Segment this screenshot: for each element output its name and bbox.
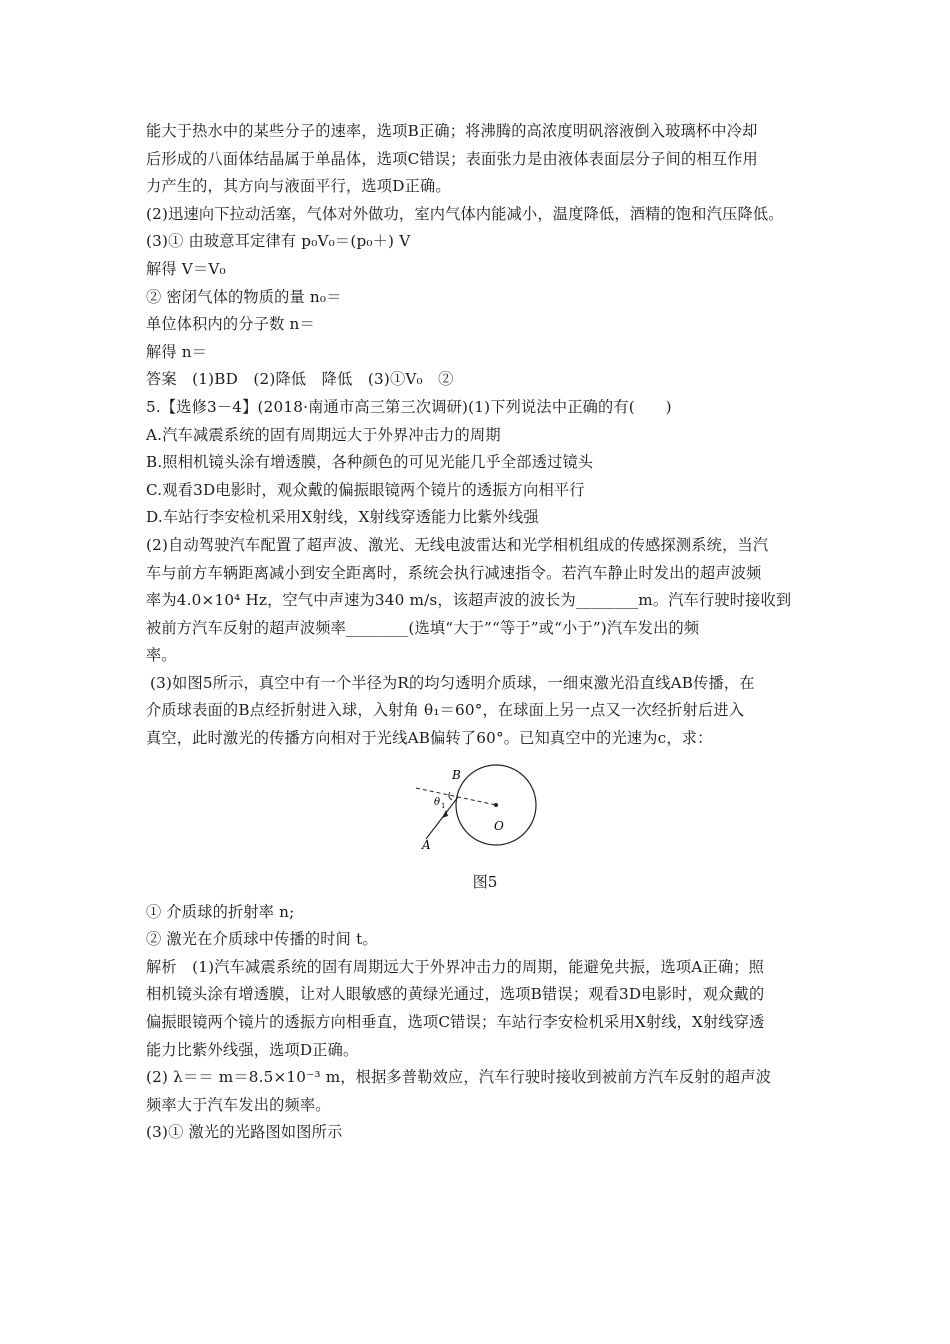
sphere-diagram [416,757,546,867]
caption-text: 图5 [472,872,498,891]
sub-question-2: ② 激光在介质球中传播的时间 t。 [146,930,378,949]
document-page [146,118,814,1147]
solution-line: 解析 (1)汽车减震系统的固有周期远大于外界冲击力的周期，能避免共振，选项A正确；照 [146,957,765,976]
question-title: 5.【选修3－4】(2018·南通市高三第三次调研)(1)下列说法中正确的有( ) [146,397,672,416]
text-line: 解得 n＝ [146,342,208,361]
label-a: A [422,837,431,852]
text-line: 被前方汽车反射的超声波频率________(选填“大于”“等于”或“小于”)汽车发出的频 [146,618,700,637]
solution-line: (3)① 激光的光路图如图所示 [146,1123,343,1142]
text-line: 介质球表面的B点经折射进入球，入射角 θ₁＝60°，在球面上另一点又一次经折射后进入 [146,701,745,720]
text-line: (3)① 由玻意耳定律有 p₀V₀＝(p₀＋) V [146,232,411,251]
text-line: 单位体积内的分子数 n＝ [146,315,315,334]
option-a: A.汽车减震系统的固有周期远大于外界冲击力的周期 [146,425,501,444]
text-line: 能大于热水中的某些分子的速率，选项B正确；将沸腾的高浓度明矾溶液倒入玻璃杯中冷却 [146,122,758,140]
option-b: B.照相机镜头涂有增透膜，各种颜色的可见光能几乎全部透过镜头 [146,453,594,472]
text-line: 后形成的八面体结晶属于单晶体，选项C错误；表面张力是由液体表面层分子间的相互作用 [146,149,758,168]
option-d: D.车站行李安检机采用X射线，X射线穿透能力比紫外线强 [146,508,539,527]
text-line: ② 密闭气体的物质的量 n₀＝ [146,287,342,306]
text-line: 率。 [146,646,177,665]
text-line: 车与前方车辆距离减小到安全距离时，系统会执行减速指令。若汽车静止时发出的超声波频 [146,563,762,582]
figure-caption [146,869,814,899]
text-line: 解得 V＝V₀ [146,259,226,278]
option-c: C.观看3D电影时，观众戴的偏振眼镜两个镜片的透振方向相平行 [146,480,585,499]
figure-5 [146,757,814,869]
label-theta-sub: 1 [441,801,446,810]
label-theta: θ [434,796,441,808]
text-line: 率为4.0×10⁴ Hz，空气中声速为340 m/s，该超声波的波长为________m。汽车行驶时接收到 [146,591,792,610]
text-line: 力产生的，其方向与液面平行，选项D正确。 [146,177,451,196]
text-line: (2)自动驾驶汽车配置了超声波、激光、无线电波雷达和光学相机组成的传感探测系统，当汽 [146,535,769,554]
text-line: (3)如图5所示，真空中有一个半径为R的均匀透明介质球，一细束激光沿直线AB传播，在 [150,673,755,692]
solution-line: 能力比紫外线强，选项D正确。 [146,1040,359,1059]
text-line: 真空，此时激光的传播方向相对于光线AB偏转了60°。已知真空中的光速为c，求： [146,729,713,748]
label-o: O [494,818,504,833]
sub-question-1: ① 介质球的折射率 n; [146,902,295,921]
text-line: (2)迅速向下拉动活塞，气体对外做功，室内气体内能减小，温度降低，酒精的饱和汽压降低。 [146,204,784,223]
solution-line: 频率大于汽车发出的频率。 [146,1095,331,1114]
solution-line: 相机镜头涂有增透膜，让对人眼敏感的黄绿光通过，选项B错误；观看3D电影时，观众戴的 [146,985,765,1004]
label-b: B [452,767,461,782]
solution-line: (2) λ＝＝ m＝8.5×10⁻³ m，根据多普勒效应，汽车行驶时接收到被前方汽车反射的超声波 [146,1068,772,1087]
solution-line: 偏振眼镜两个镜片的透振方向相垂直，选项C错误；车站行李安检机采用X射线，X射线穿透 [146,1013,765,1032]
answer-line: 答案 (1)BD (2)降低 降低 (3)①V₀ ② [146,370,454,389]
